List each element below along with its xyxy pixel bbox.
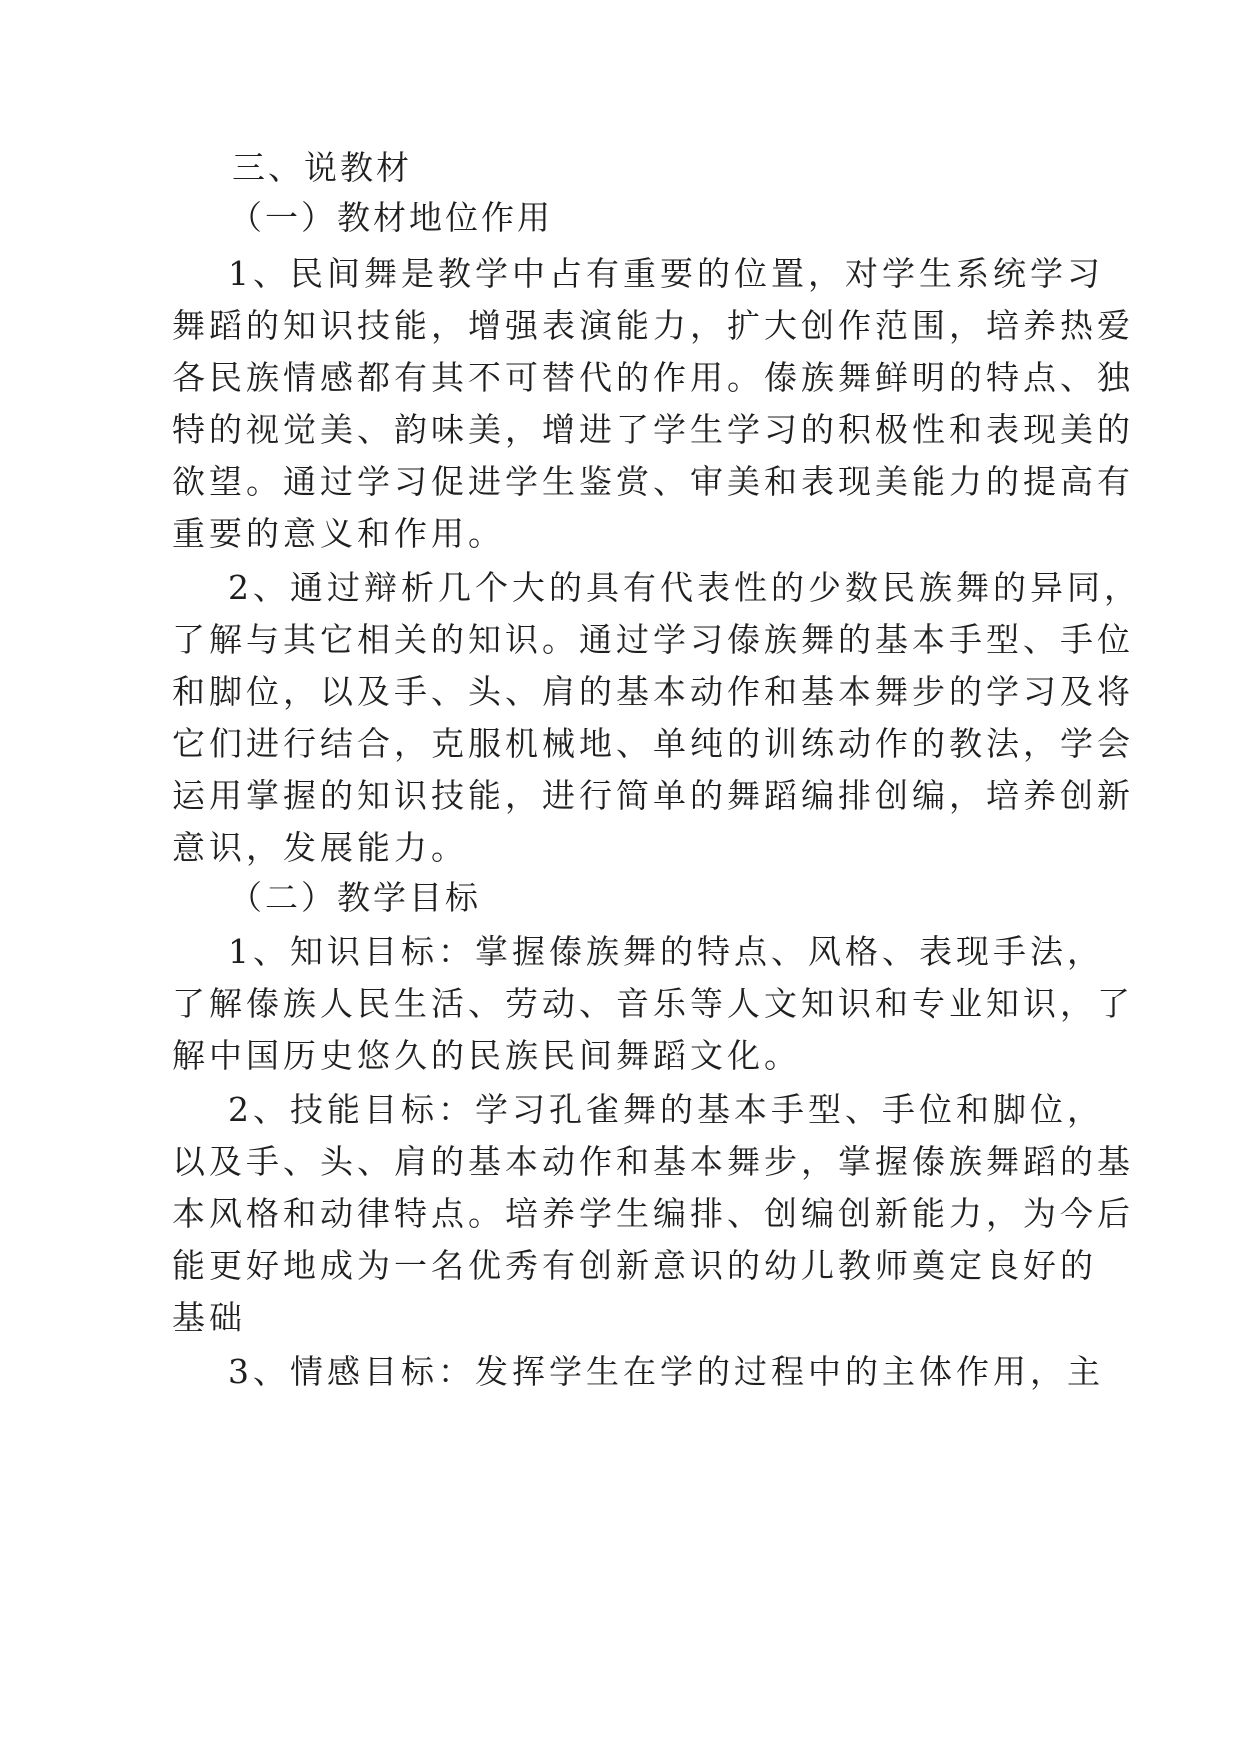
paragraph-line: 本风格和动律特点。培养学生编排、创编创新能力，为今后 xyxy=(172,1194,1134,1233)
paragraph-line: 了解与其它相关的知识。通过学习傣族舞的基本手型、手位 xyxy=(172,620,1134,659)
paragraph-line: 2、技能目标：学习孔雀舞的基本手型、手位和脚位， xyxy=(228,1090,1104,1129)
paragraph-line: 欲望。通过学习促进学生鉴赏、审美和表现美能力的提高有 xyxy=(172,462,1134,501)
subheading-text: （一）教材地位作用 xyxy=(229,198,553,237)
paragraph-line: 特的视觉美、韵味美，增进了学生学习的积极性和表现美的 xyxy=(172,410,1134,449)
paragraph-line: 解中国历史悠久的民族民间舞蹈文化。 xyxy=(172,1036,801,1075)
paragraph-line: 1、知识目标：掌握傣族舞的特点、风格、表现手法， xyxy=(228,932,1104,971)
section-heading-text: 三、说教材 xyxy=(232,148,412,187)
paragraph-line: 以及手、头、肩的基本动作和基本舞步，掌握傣族舞蹈的基 xyxy=(172,1142,1134,1181)
paragraph-line: 舞蹈的知识技能，增强表演能力，扩大创作范围，培养热爱 xyxy=(172,306,1134,345)
paragraph-line: 2、通过辩析几个大的具有代表性的少数民族舞的异同， xyxy=(228,568,1141,607)
paragraph-line: 3、情感目标：发挥学生在学的过程中的主体作用，主 xyxy=(228,1352,1104,1391)
paragraph-line: 重要的意义和作用。 xyxy=(172,514,505,553)
paragraph-line: 它们进行结合，克服机械地、单纯的训练动作的教法，学会 xyxy=(172,724,1134,763)
paragraph-line: 能更好地成为一名优秀有创新意识的幼儿教师奠定良好的 xyxy=(172,1246,1097,1285)
paragraph-line: 各民族情感都有其不可替代的作用。傣族舞鲜明的特点、独 xyxy=(172,358,1134,397)
paragraph-line: 了解傣族人民生活、劳动、音乐等人文知识和专业知识，了 xyxy=(172,984,1134,1023)
paragraph-line: 意识，发展能力。 xyxy=(172,828,468,867)
paragraph-line: 1、民间舞是教学中占有重要的位置，对学生系统学习 xyxy=(228,254,1104,293)
paragraph-line: 运用掌握的知识技能，进行简单的舞蹈编排创编，培养创新 xyxy=(172,776,1134,815)
paragraph-line: 基础 xyxy=(172,1298,246,1337)
paragraph-line: 和脚位，以及手、头、肩的基本动作和基本舞步的学习及将 xyxy=(172,672,1134,711)
subheading-text: （二）教学目标 xyxy=(229,878,481,917)
